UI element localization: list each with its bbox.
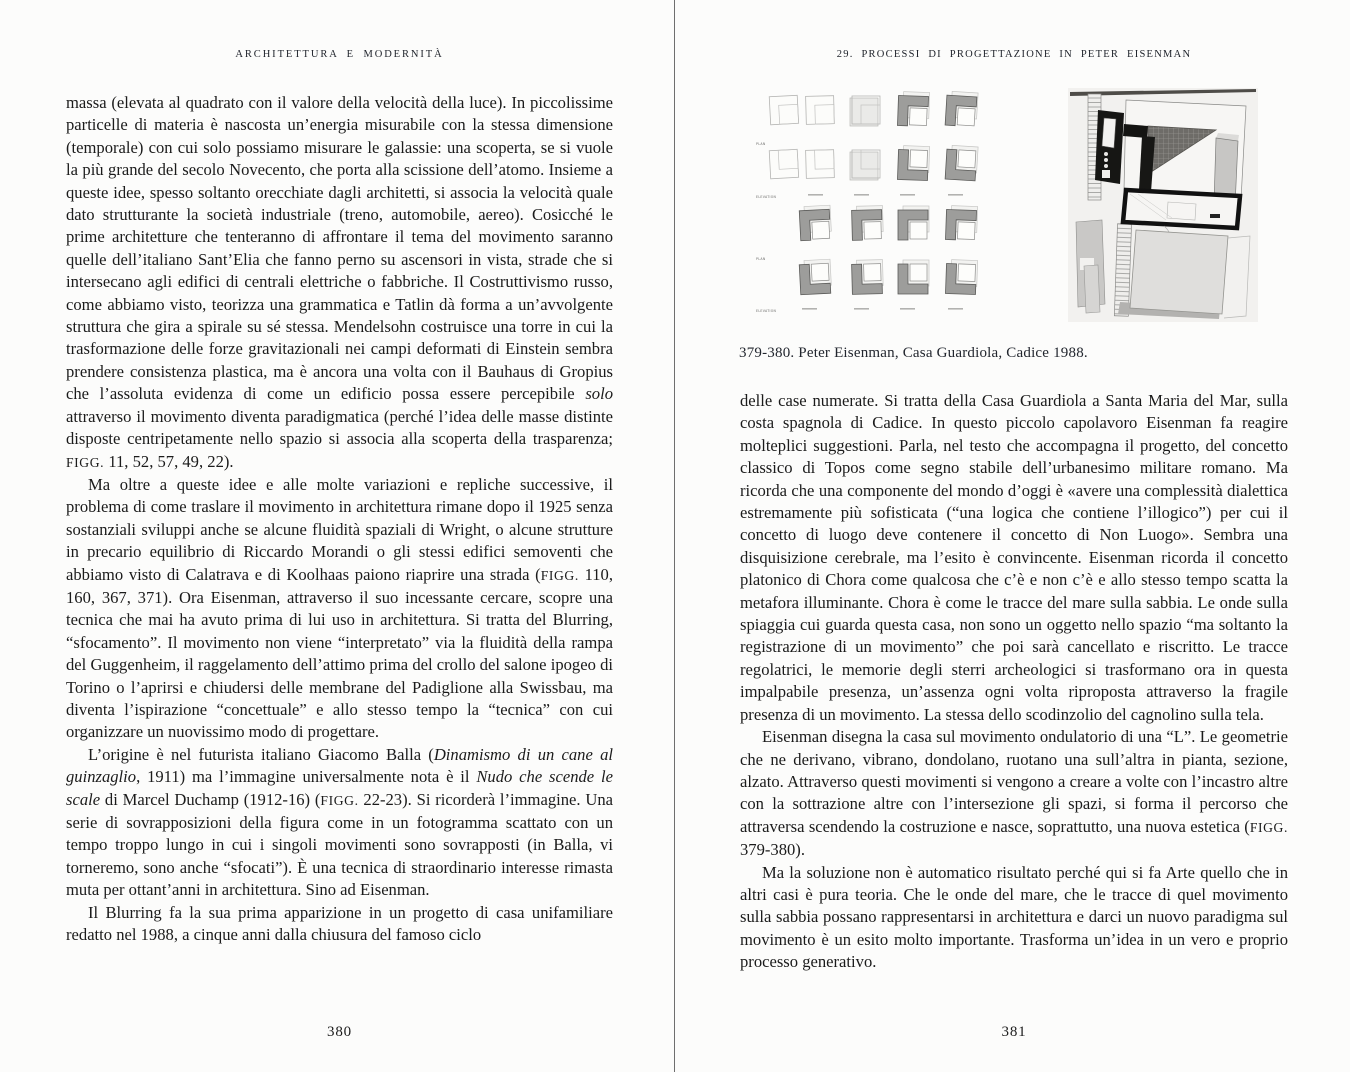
paragraph: massa (elevata al quadrato con il valore della velocità della luce). In piccolissime particelle di materia è nascosta un’energia misurabile con la stessa dimensione (temporale) con cui solo possiamo misurare le galassie: una scoperta, se si vuole la più grande del secolo Novecento, che porta alla scissione dell’atomo. Insieme a queste idee, spesso soltanto orecchiate dagli architetti, si associa la velocità quale dato strutturante la società industriale (treno, automobile, aereo). Cosicché le prime architetture che tenteranno di affrontare il tema del movimento saranno quelle dell’italiano Sant’Elia che fanno perno su ascensori in vista, strade che si intersecano agli edifici di centrali elettriche o fabbriche. Il Costruttivismo russo, come abbiamo visto, teorizza una grammatica e Tatlin dà forma a un’avvolgente struttura che gira a spirale su sé stessa. Mendelsohn costruisce una torre in cui la trasformazione delle forze gravitazionali nei campi deformati di Einstein sembra prendere consistenza plastica, ma è ancora una volta con il Bauhaus di Gropius che l’assoluta evidenza di come un edificio possa essere percepibile solo attraverso il movimento diventa paradigmatica (perché l’idea delle masse distinte disposte centripetamente nello spazio si associa alla scoperta della trasparenza; FIGG. 11, 52, 57, 49, 22). <box>66 93 613 471</box>
paragraph: L’origine è nel futurista italiano Giacomo Balla (Dinamismo di un cane al guinzaglio, 1911) ma l’immagine universalmente nota è il Nudo che scende le scale di Marcel Duchamp (1912-16) (FIGG. 22-23). Si ricorderà l’immagine. Una serie di sovrapposizioni della figura come in un fotogramma scattato con un tempo troppo lungo in cui i singoli movimenti sono sovrapposti (in Balla, vi torneremo, sono anche “sfocati”). È una tecnica di straordinario interesse rimasta muta per ottant’anni in architettura. Sino ad Eisenman. <box>66 744 613 900</box>
paragraph: Ma la soluzione non è automatico risultato perché qui si fa Arte quello che in altri casi è pura teoria. Che le onde del mare, che le tracce di quel movimento sulla sabbia possano rappresentarsi in architettura e darci un nuovo paradigma sul movimento è un esito molto importante. Trasforma un’idea in un vero e proprio processo generativo. <box>740 862 1288 972</box>
body-text-right <box>740 390 1288 974</box>
page-number-left: 380 <box>327 1024 352 1040</box>
body-text-left <box>66 92 613 946</box>
page-number-right: 381 <box>1001 1024 1027 1040</box>
paragraph: Eisenman disegna la casa sul movimento ondulatorio di una “L”. Le geometrie che ne derivano, vibrano, dondolano, ruotano una sull’altra in pianta, sezione, alzato. Attraverso questi movimenti si vengono a creare a volte con l’incastro altre con la sottrazione altre con l’intersezione gli spazi, si forma il percorso che attraversa scendendo la costruzione e nasce, soprattutto, una nuova estetica (FIGG. 379-380). <box>740 727 1288 860</box>
running-head-right: 29. PROCESSI DI PROGETTAZIONE IN PETER EISENMAN <box>836 49 1192 60</box>
running-head-left: ARCHITETTURA E MODERNITÀ <box>235 49 444 60</box>
paragraph: delle case numerate. Si tratta della Casa Guardiola a Santa Maria del Mar, sulla costa spagnola di Cadice. In questo piccolo capolavoro Eisenman fa reagire molteplici suggestioni. Parla, nel testo che accompagna il progetto, del concetto classico di Topos come segno stabile dell’urbanesimo militare romano. Ma ricorda che una componente del mondo d’oggi è «avere una complessità dialettica estremamente più sofisticata (“una logica che contiene l’illogico”) per cui il concetto di luogo deve contenere il concetto di Non Luogo». Sembra una disquisizione cerebrale, ma l’esito è convincente. Eisenman ricorda il concetto platonico di Chora come qualcosa che c’è e non c’è e allo stesso tempo scatta la metafora illuminante. Chora è come le tracce del mare sulla sabbia. Le onde sulla spiaggia cui guarda questa casa, non sono un oggetto nello spazio “ma soltanto la registrazione di un movimento” che poi sarà cancellato e riscritto. Le tracce regolatrici, le memorie degli sterri archeologici si trasformano ora in questa impalpabile presenza, un’assenza ogni volta riproposta attraverso la fragile presenza di un movimento. La stessa dello scodinzolio del cagnolino sulla tela. <box>740 391 1288 724</box>
figure-caption: 379-380. Peter Eisenman, Casa Guardiola, Cadice 1988. <box>739 345 1088 361</box>
process-diagram-figure <box>740 88 1058 334</box>
plan-drawing-figure <box>1068 88 1258 322</box>
paragraph: Il Blurring fa la sua prima apparizione in un progetto di casa unifamiliare redatto nel 1988, a cinque anni dalla chiusura del famoso ciclo <box>66 902 613 945</box>
diagram-micro-label: PLAN <box>756 142 766 146</box>
diagram-micro-label: PLAN <box>756 257 766 261</box>
diagram-micro-label: ELEVATION <box>756 195 777 199</box>
diagram-micro-label: ELEVATION <box>756 309 777 313</box>
gutter-divider <box>674 0 675 1072</box>
paragraph: Ma oltre a queste idee e alle molte variazioni e repliche successive, il problema di come traslare il movimento in architettura rimane dopo il 1925 senza sostanziali sviluppi anche se alcune fluidità spaziali di Wright, o alcune strutture in precario equilibrio di Riccardo Morandi o gli stessi edifici semoventi che abbiamo visto di Calatrava e di Koolhaas paiono riaprire una strada (FIGG. 110, 160, 367, 371). Ora Eisenman, attraverso il suo incessante cercare, scopre una tecnica che mai ha avuto prima di lui uso in architettura. Si tratta del Blurring, “sfocamento”. Il movimento non viene “interpretato” via la fluidità della rampa del Guggenheim, il raggelamento dell’attimo prima del crollo del salone ipogeo di Torino o l’aprirsi e chiudersi delle membrane del Padiglione alla Swissbau, ma diventa l’ispirazione “concettuale” e allo stesso tempo la “tecnica” con cui organizzare un nuovissimo modo di progettare. <box>66 474 614 742</box>
figure-379-380 <box>740 88 1288 334</box>
